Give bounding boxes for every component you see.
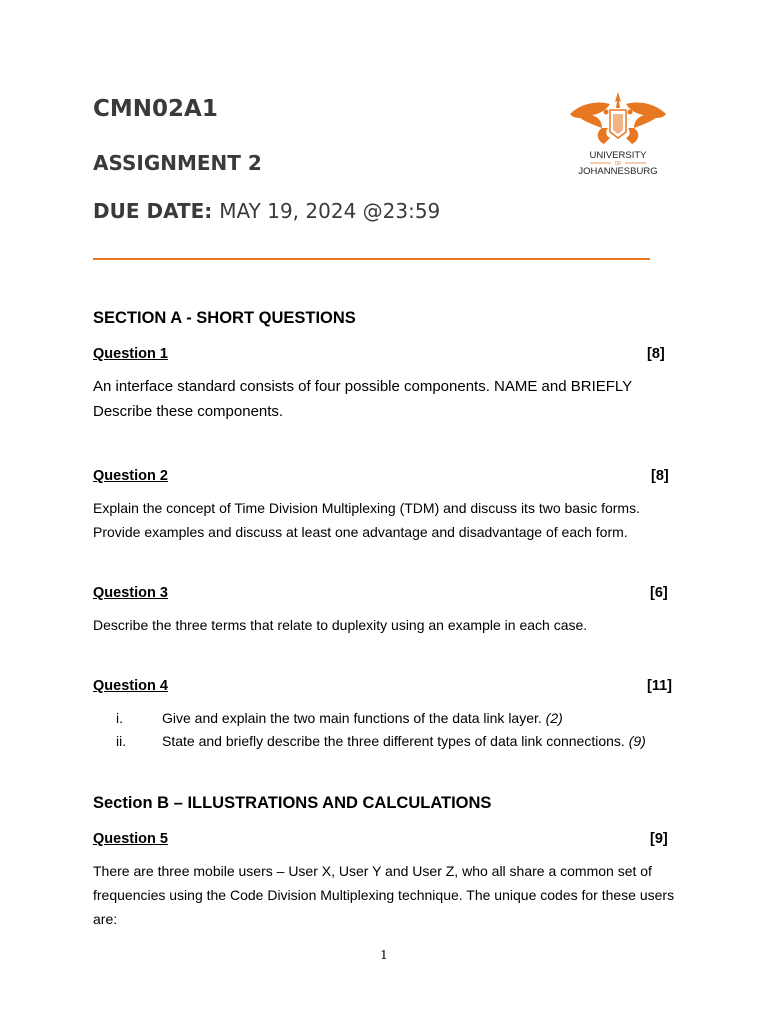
question-3-marks: [6] (650, 585, 668, 601)
list-item-marks: (2) (545, 710, 563, 726)
assignment-title: ASSIGNMENT 2 (93, 151, 262, 175)
question-5-label: Question 5 (93, 831, 168, 847)
section-a-title: SECTION A - SHORT QUESTIONS (93, 309, 356, 327)
header-divider (93, 258, 650, 260)
section-b-title: Section B – ILLUSTRATIONS AND CALCULATIONS (93, 794, 492, 812)
due-date-label: DUE DATE: (93, 199, 213, 223)
list-item-marks: (9) (628, 733, 646, 749)
due-date (93, 199, 440, 223)
question-1-marks: [8] (647, 346, 665, 362)
question-4-marks: [11] (647, 678, 672, 694)
question-5-marks: [9] (650, 831, 668, 847)
university-logo (566, 88, 670, 180)
question-1-label: Question 1 (93, 346, 168, 362)
question-5-text: There are three mobile users – User X, User Y and User Z, who all share a common set of frequencies using the Code Division Multiplexing technique. The unique codes for these users are: (93, 863, 675, 927)
page-number: 1 (380, 948, 388, 962)
logo-text-university: UNIVERSITY (589, 150, 647, 161)
list-item-number: i. (116, 710, 123, 726)
list-item-text: Give and explain the two main functions of the data link layer. (162, 710, 542, 726)
question-2-label: Question 2 (93, 468, 168, 484)
list-item-text: State and briefly describe the three different types of data link connections. (162, 733, 625, 749)
question-2-marks: [8] (651, 468, 669, 484)
question-2-text: Explain the concept of Time Division Multiplexing (TDM) and discuss its two basic forms. Provide examples and discuss at least one advantage and disadvantage of each form. (93, 500, 640, 540)
question-3-label: Question 3 (93, 585, 168, 601)
logo-text-of: OF (614, 161, 622, 167)
course-code: CMN02A1 (93, 96, 218, 122)
question-4-label: Question 4 (93, 678, 168, 694)
question-1-text: An interface standard consists of four possible components. NAME and BRIEFLY Describe these components. (93, 378, 632, 420)
logo-text-johannesburg: JOHANNESBURG (578, 166, 658, 177)
list-item (162, 733, 646, 749)
list-item-number: ii. (116, 733, 127, 749)
question-3-text: Describe the three terms that relate to duplexity using an example in each case. (93, 617, 588, 633)
list-item (162, 710, 563, 726)
due-date-value: MAY 19, 2024 @23:59 (219, 199, 441, 223)
